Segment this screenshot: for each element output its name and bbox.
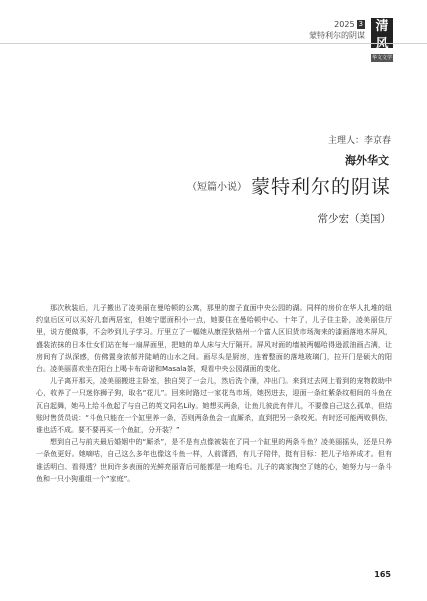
header-divider: [0, 43, 427, 44]
section-title: 海外华文: [345, 154, 389, 167]
issue-line: [309, 20, 365, 30]
article-title: 蒙特利尔的阴谋: [250, 176, 391, 198]
page-number: 165: [374, 570, 391, 579]
issue-badge: 3: [358, 20, 363, 28]
paragraph: 想到自己与前夫最后婚姻中的“厮杀”，是不是有点像被装在了同一个缸里的两条斗鱼？凌美丽摇头，还是只养一条鱼更好。她嘀咕，自己这么多年也像这斗鱼一样，人前潇洒，有儿子陪伴，挺有目标：把儿子培养成才。但有谁活明白、看得透？世间许多表面的光鲜亮丽背后可能都是一地鸡毛。儿子的离家掏空了她的心，她努力与一条斗鱼和一只小狗重组一个“家庭”。: [36, 438, 392, 483]
issue-year: 2025: [334, 20, 355, 29]
header-info: [309, 18, 365, 41]
article-body: [36, 302, 392, 485]
title-line: [187, 172, 391, 199]
paragraph: 儿子离开那天，凌美丽搬进主卧室，独自哭了一会儿，然后洗个澡，冲出门。来到过去网上看到的宠物救助中心，收养了一只迷你狮子狗，取名“花儿”。回来时路过一家花鸟市场，她拐进去，迎面一条红紫条纹相间的斗鱼在瓦自起舞，她马上给斗鱼起了与自己的英文同名Lily。她想买两条，让鱼儿彼此有伴儿，不要像自己这么孤单，但结账时售货员说：“斗鱼只能在一个缸里养一条，否则两条鱼会一直厮杀，直到把另一条咬死。有时还可能两败俱伤，谁也活不成。要不要再买一个鱼缸，分开装？”: [36, 377, 392, 435]
logo-subtitle: 华文文学: [371, 55, 392, 61]
host-credit: 主理人：李京春: [327, 136, 391, 146]
genre-label: （短篇小说）: [186, 182, 247, 193]
author-byline: 常少宏（美国）: [317, 213, 391, 225]
logo-text: 清风: [375, 19, 389, 52]
running-title: 蒙特利尔的阴谋: [309, 31, 365, 40]
page-header: [309, 18, 393, 61]
paragraph: 那次秋装后，儿子搬出了凌美丽在曼哈顿的公寓，那里的窗子直面中央公园的湖。同样的房价在华人扎堆的纽约皇后区可以买好几套两居室，但她宁愿面积小一点，她要住在曼哈顿中心。十年了，儿子住主卧，凌美丽住厅里，说方便做事，不会吵到儿子学习。厅里立了一幅她从康涅狄格州一个富人区旧货市场淘来的漆画落地木屏风，盛装浓抹的日本仕女们站在每一扇屏面里，把她的单人床与大厅隔开。屏风对面的墙被两幅哈得逊派油画占满，让房间有了纵深感，仿佛置身浓郁并陡峭的山水之间。画尽头是厨房，连着整面的落地玻璃门，拉开门是硕大的阳台。凌美丽喜欢坐在阳台上喝卡布奇诺和Masala茶，观看中央公园湖面的变化。: [36, 304, 392, 374]
